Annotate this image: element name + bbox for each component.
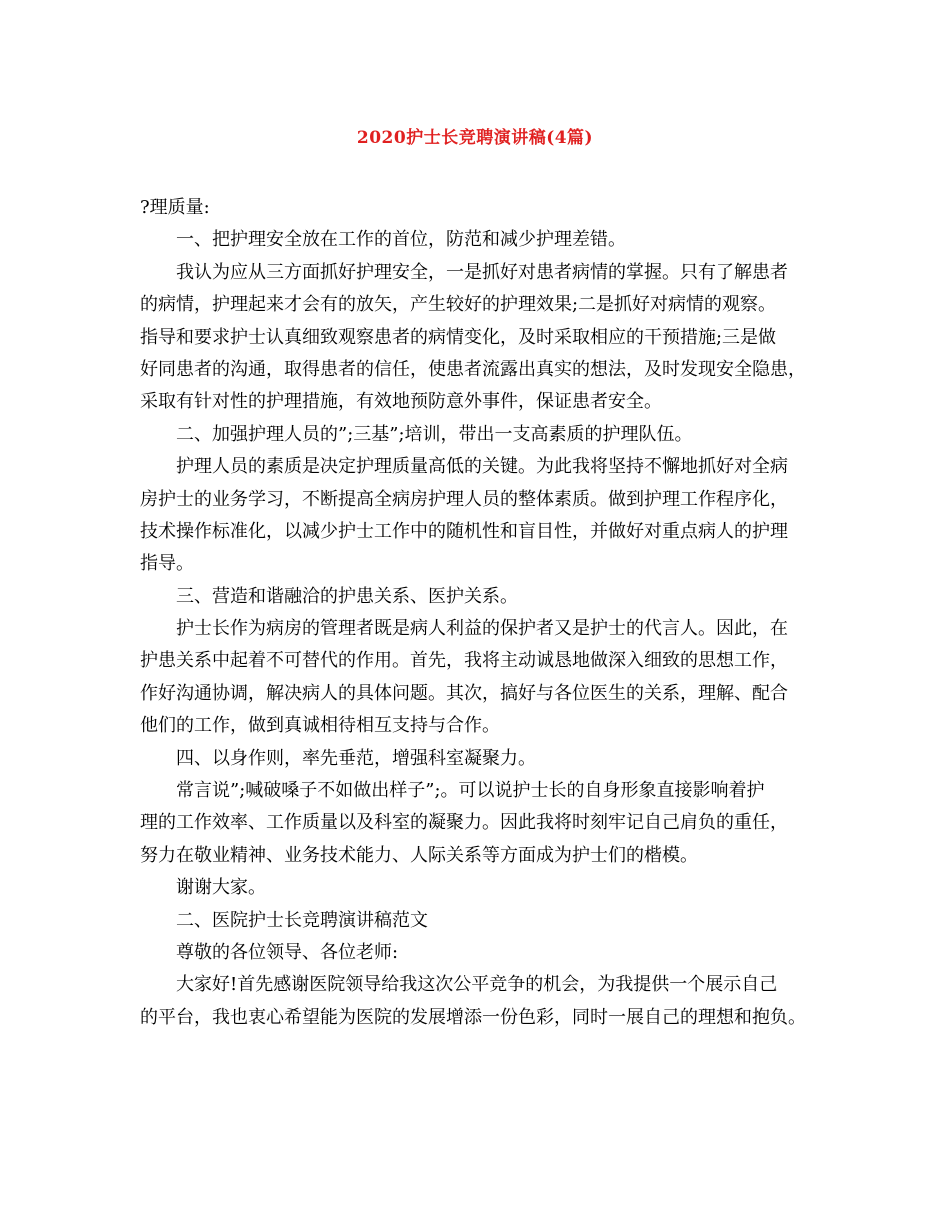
text-line: 护士长作为病房的管理者既是病人利益的保护者又是护士的代言人。因此，在 bbox=[176, 618, 788, 640]
text-line: 二、医院护士长竞聘演讲稿范文 bbox=[176, 909, 428, 931]
text-line: 大家好!首先感谢医院领导给我这次公平竞争的机会，为我提供一个展示自己 bbox=[176, 974, 778, 996]
text-line: 他们的工作，做到真诚相待相互支持与合作。 bbox=[140, 715, 500, 737]
text-line: 我认为应从三方面抓好护理安全，一是抓好对患者病情的掌握。只有了解患者 bbox=[176, 261, 788, 283]
text-line: 采取有针对性的护理措施，有效地预防意外事件，保证患者安全。 bbox=[140, 391, 662, 413]
text-line: 护患关系中起着不可替代的作用。首先，我将主动诚恳地做深入细致的思想工作， bbox=[140, 650, 788, 672]
text-line: ?理质量: bbox=[140, 197, 210, 218]
text-line: 二、加强护理人员的”;三基”;培训，带出一支高素质的护理队伍。 bbox=[176, 423, 693, 445]
document-title: 2020护士长竞聘演讲稿(4篇) bbox=[356, 128, 594, 148]
text-line: 一、把护理安全放在工作的首位，防范和减少护理差错。 bbox=[176, 229, 626, 251]
text-line: 的病情，护理起来才会有的放矢，产生较好的护理效果;二是抓好对病情的观察。 bbox=[140, 294, 777, 316]
text-line: 指导和要求护士认真细致观察患者的病情变化，及时采取相应的干预措施;三是做 bbox=[140, 326, 777, 348]
text-line: 理的工作效率、工作质量以及科室的凝聚力。因此我将时刻牢记自己肩负的重任， bbox=[140, 812, 788, 834]
text-line: 尊敬的各位领导、各位老师: bbox=[176, 941, 399, 963]
document-body bbox=[140, 192, 825, 1034]
text-line: 努力在敬业精神、业务技术能力、人际关系等方面成为护士们的楷模。 bbox=[140, 844, 698, 866]
text-line: 的平台，我也衷心希望能为医院的发展增添一份色彩，同时一展自己的理想和抱负。 bbox=[140, 1006, 806, 1028]
text-line: 好同患者的沟通，取得患者的信任，使患者流露出真实的想法，及时发现安全隐患， bbox=[140, 358, 806, 380]
text-line: 作好沟通协调，解决病人的具体问题。其次，搞好与各位医生的关系，理解、配合 bbox=[140, 682, 788, 704]
text-line: 指导。 bbox=[140, 553, 194, 575]
text-line: 三、营造和谐融洽的护患关系、医护关系。 bbox=[176, 585, 518, 607]
text-line: 常言说”;喊破嗓子不如做出样子”;。可以说护士长的自身形象直接影响着护 bbox=[176, 780, 765, 802]
text-line: 四、以身作则，率先垂范，增强科室凝聚力。 bbox=[176, 747, 536, 769]
text-line: 护理人员的素质是决定护理质量高低的关键。为此我将坚持不懈地抓好对全病 bbox=[176, 456, 788, 478]
text-line: 谢谢大家。 bbox=[176, 877, 266, 899]
text-line: 房护士的业务学习，不断提高全病房护理人员的整体素质。做到护理工作程序化， bbox=[140, 488, 788, 510]
text-line: 技术操作标准化，以减少护士工作中的随机性和盲目性，并做好对重点病人的护理 bbox=[140, 520, 788, 542]
